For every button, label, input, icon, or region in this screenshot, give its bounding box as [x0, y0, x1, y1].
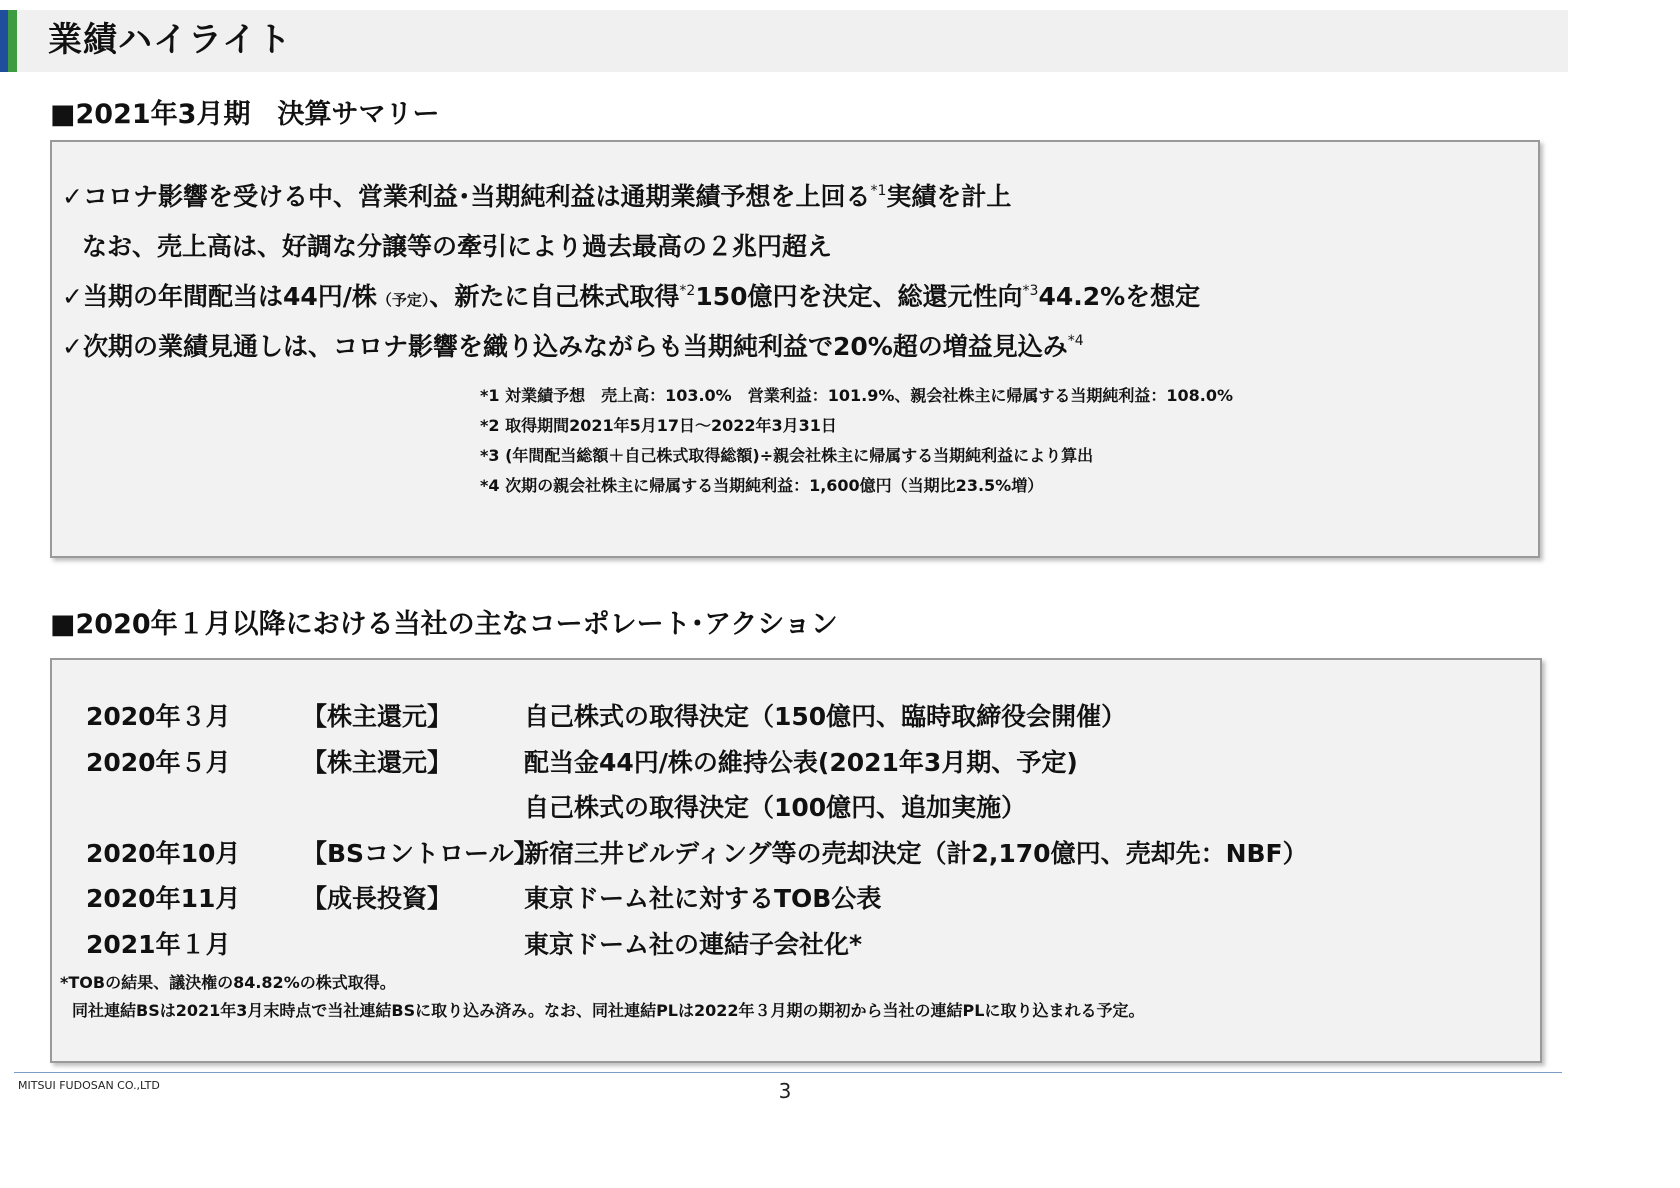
action-date: 2021年１月	[86, 930, 231, 959]
actions-note-consolidation: 同社連結BSは2021年3月末時点で当社連結BSに取り込み済み。なお、同社連結PLは2022年３月期の期初から当社の連結PLに取り込まれる予定。	[72, 1001, 1145, 1020]
summary-heading: ■2021年3月期 決算サマリー	[50, 99, 440, 130]
bullet-3-footnote-ref: *4	[1067, 333, 1084, 349]
summary-bullet-dividend	[62, 280, 1200, 317]
bullet-2-mid2: 150億円を決定、総還元性向	[695, 282, 1023, 311]
footnote-4: *4 次期の親会社株主に帰属する当期純利益：1,600億円（当期比23.5%増）	[480, 476, 1044, 495]
actions-note-tob-result: *TOBの結果、議決権の84.82%の株式取得。	[60, 973, 396, 992]
action-description: 東京ドーム社の連結子会社化*	[524, 930, 863, 959]
action-date: 2020年３月	[86, 702, 231, 731]
bullet-2-text: ✓当期の年間配当は44円/株	[62, 282, 377, 311]
action-row	[52, 881, 1540, 917]
action-row	[52, 745, 1540, 781]
action-description: 自己株式の取得決定（150億円、臨時取締役会開催）	[524, 702, 1127, 731]
action-description: 東京ドーム社に対するTOB公表	[524, 884, 882, 913]
company-name: MITSUI FUDOSAN CO.,LTD	[18, 1079, 160, 1092]
bullet-2-footnote-ref-2: *2	[679, 283, 696, 299]
action-description: 配当金44円/株の維持公表(2021年3月期、予定)	[524, 748, 1078, 777]
bullet-1-footnote-ref: *1	[870, 183, 887, 199]
bullet-1-tail: 実績を計上	[886, 182, 1012, 211]
bullet-3-text: ✓次期の業績見通しは、コロナ影響を織り込みながらも当期純利益で20%超の増益見込み	[62, 332, 1068, 361]
footnote-2: *2 取得期間2021年5月17日～2022年3月31日	[480, 416, 837, 435]
bullet-1-text: ✓コロナ影響を受ける中、営業利益･当期純利益は通期業績予想を上回る	[62, 182, 871, 211]
action-date: 2020年５月	[86, 748, 231, 777]
header-accent-green	[8, 10, 17, 72]
action-date: 2020年11月	[86, 884, 241, 913]
summary-box	[50, 140, 1540, 558]
footer-divider	[14, 1072, 1562, 1073]
header-accent-blue	[0, 10, 8, 72]
header-bar	[0, 10, 1568, 72]
action-row	[52, 699, 1540, 735]
page-title: 業績ハイライト	[48, 20, 292, 60]
summary-bullet-outlook	[62, 330, 1084, 364]
actions-heading: ■2020年１月以降における当社の主なコーポレート･アクション	[50, 609, 838, 640]
bullet-2-footnote-ref-3: *3	[1022, 283, 1039, 299]
action-description: 自己株式の取得決定（100億円、追加実施）	[524, 793, 1027, 822]
action-category: 【株主還元】	[302, 748, 453, 777]
page-number: 3	[778, 1079, 792, 1103]
action-date: 2020年10月	[86, 839, 241, 868]
action-category: 【BSコントロール】	[302, 839, 539, 868]
action-row	[52, 790, 1540, 826]
summary-bullet-sales-record: なお、売上高は、好調な分譲等の牽引により過去最高の２兆円超え	[82, 232, 833, 261]
bullet-2-mid: 、新たに自己株式取得	[429, 282, 680, 311]
actions-box	[50, 658, 1542, 1063]
action-category: 【成長投資】	[302, 884, 453, 913]
action-category: 【株主還元】	[302, 702, 453, 731]
action-description: 新宿三井ビルディング等の売却決定（計2,170億円、売却先：NBF）	[524, 839, 1308, 868]
bullet-2-small: （予定）	[376, 291, 430, 309]
action-row	[52, 927, 1540, 963]
action-row	[52, 836, 1540, 872]
bullet-2-tail: 44.2%を想定	[1038, 282, 1201, 311]
summary-bullet-operating-profit	[62, 180, 1011, 214]
footnote-1: *1 対業績予想 売上高：103.0% 営業利益：101.9%、親会社株主に帰属する当期純利益：108.0%	[480, 386, 1233, 405]
footnote-3: *3 (年間配当総額＋自己株式取得総額)÷親会社株主に帰属する当期純利益により算出	[480, 446, 1094, 465]
